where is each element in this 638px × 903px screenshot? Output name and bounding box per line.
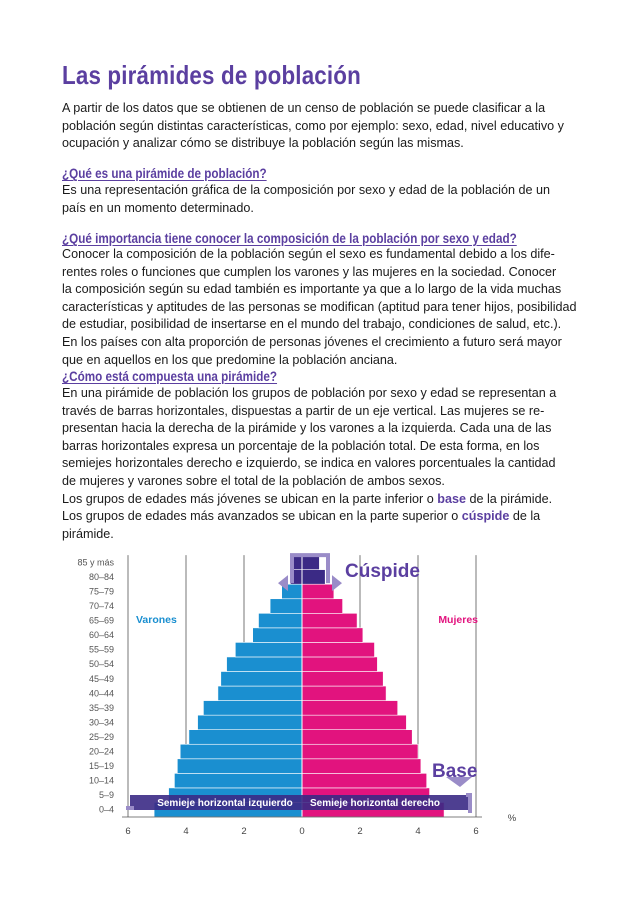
section2-heading: ¿Qué importancia tiene conocer la composición de la población por sexo y edad? (62, 231, 517, 246)
intro-paragraph (62, 100, 582, 153)
pyramid-svg (0, 540, 638, 840)
male-bar (221, 672, 302, 687)
age-group-label: 70–74 (88, 601, 114, 612)
section2-paragraph (62, 246, 582, 369)
intro-line: ocupación y analizar cómo se distribuye la población según las mismas. (62, 136, 464, 151)
age-group-label: 45–49 (88, 673, 114, 684)
section3-line: través de barras horizontales, dispuestas a partir de un eje vertical. Las mujeres se re- (62, 403, 545, 418)
female-bar (302, 686, 386, 701)
age-group-label: 50–54 (88, 659, 114, 670)
age-group-label: 30–34 (88, 717, 114, 728)
section2-line: En los países con alta proporción de personas jóvenes el crecimiento a futuro será mayor (62, 334, 562, 349)
female-bar (302, 759, 421, 774)
female-bar (302, 613, 357, 628)
age-group-label: 5–9 (98, 790, 114, 801)
age-group-label: 75–79 (88, 586, 114, 597)
male-bar (293, 555, 302, 570)
section2-line: que en aquellos en los que predomine la población anciana. (62, 352, 398, 367)
age-group-label: 25–29 (88, 731, 114, 742)
section3-line: presentan hacia la derecha de la pirámide y los varones a la izquierda. Cada una de las (62, 421, 552, 436)
x-tick-label: 4 (415, 826, 421, 837)
age-group-label: 85 y más (77, 557, 114, 568)
cuspide-line (62, 508, 582, 526)
section1-heading: ¿Qué es una pirámide de población? (62, 166, 267, 181)
unit-label: % (507, 813, 517, 824)
population-pyramid-chart (0, 540, 638, 840)
age-group-label: 80–84 (88, 571, 114, 582)
section3-last-line: pirámide. (62, 526, 114, 541)
male-bar (259, 613, 303, 628)
male-bar (218, 686, 302, 701)
section3-line: de mujeres y varones sobre el total de la población de ambos sexos. (62, 473, 445, 488)
age-group-label: 65–69 (88, 615, 114, 626)
female-bar (302, 672, 383, 687)
age-group-label: 55–59 (88, 644, 114, 655)
left-semieje-label: Semieje horizontal izquierdo (157, 798, 293, 809)
age-group-label: 40–44 (88, 688, 114, 699)
x-tick-label: 2 (241, 826, 247, 837)
female-bar (302, 570, 325, 585)
male-bar (227, 657, 302, 672)
section3-line: En una pirámide de población los grupos de población por sexo y edad se representan a (62, 386, 557, 400)
age-group-label: 35–39 (88, 702, 114, 713)
female-bar (302, 773, 427, 788)
section3-line: semiejes horizontales derecho e izquierdo, se indica en valores porcentuales la cantidad (62, 456, 556, 471)
age-group-label: 0–4 (98, 804, 114, 815)
male-bar (270, 599, 302, 614)
female-bar (302, 701, 398, 716)
male-bar (180, 744, 302, 759)
age-group-label: 60–64 (88, 630, 114, 641)
female-bar (302, 730, 412, 745)
section1-line: país en un momento determinado. (62, 200, 254, 215)
section3-paragraph (62, 385, 582, 543)
section3-line: barras horizontales expresa un porcentaje de la población total. De esta forma, en los (62, 438, 540, 453)
section2-line: rentes roles o funciones que cumplen los varones y las mujeres en la sociedad. Conocer (62, 264, 557, 279)
female-bar (302, 744, 418, 759)
section1-line: Es una representación gráfica de la composición por sexo y edad de la población de un (62, 183, 550, 197)
base-label: Base (432, 761, 478, 782)
x-tick-label: 6 (125, 826, 131, 837)
intro-line: población según distintas características, como por ejemplo: sexo, edad, nivel educativo y (62, 118, 564, 133)
page-title: Las pirámides de población (62, 60, 361, 90)
female-bar (302, 555, 319, 570)
x-tick-label: 6 (473, 826, 479, 837)
x-tick-label: 0 (299, 826, 305, 837)
section2-line: de estudiar, posibilidad de insertarse en el mundo del trabajo, condiciones de salud, etc.). (62, 317, 562, 332)
cuspide-highlight: cúspide (461, 509, 510, 524)
base-line-tail: de la pirámide. (465, 491, 553, 506)
female-bar (302, 657, 377, 672)
section2-line: Conocer la composición de la población según el sexo es fundamental debido a los dife- (62, 247, 555, 261)
male-bar (203, 701, 302, 716)
male-bar (198, 715, 302, 730)
female-bar (302, 599, 343, 614)
female-bar (302, 584, 334, 599)
cuspide-arrow (332, 575, 342, 591)
male-bar (235, 642, 302, 657)
base-highlight: base (437, 491, 466, 506)
female-bar (302, 715, 406, 730)
section1-paragraph (62, 182, 582, 217)
x-tick-label: 4 (183, 826, 189, 837)
age-group-label: 10–14 (88, 775, 114, 786)
cuspide-line-text: Los grupos de edades más avanzados se ubican en la parte superior o (62, 509, 462, 524)
x-tick-label: 2 (357, 826, 363, 837)
male-bar (253, 628, 302, 643)
female-bar (302, 642, 375, 657)
male-bar (189, 730, 302, 745)
section3-heading: ¿Cómo está compuesta una pirámide? (62, 369, 278, 384)
varones-label: Varones (136, 614, 177, 627)
intro-line: A partir de los datos que se obtienen de un censo de población se puede clasificar a la (62, 101, 546, 115)
mujeres-label: Mujeres (438, 614, 478, 627)
male-bar (174, 773, 302, 788)
right-semieje-label: Semieje horizontal derecho (309, 798, 441, 809)
section2-line: características y aptitudes de las personas se modifican (aptitud para tener hijos, posibilidad (62, 299, 577, 314)
section2-line: la composición según su edad también es importante ya que a lo largo de la vida muchas (62, 282, 562, 297)
male-bar (177, 759, 302, 774)
cuspide-line-tail: de la (509, 509, 541, 524)
age-group-label: 20–24 (88, 746, 114, 757)
female-bar (302, 628, 363, 643)
age-group-label: 15–19 (88, 761, 114, 772)
base-line-text: Los grupos de edades más jóvenes se ubican en la parte inferior o (62, 491, 438, 506)
cuspide-label: Cúspide (345, 561, 420, 583)
base-line (62, 491, 582, 509)
